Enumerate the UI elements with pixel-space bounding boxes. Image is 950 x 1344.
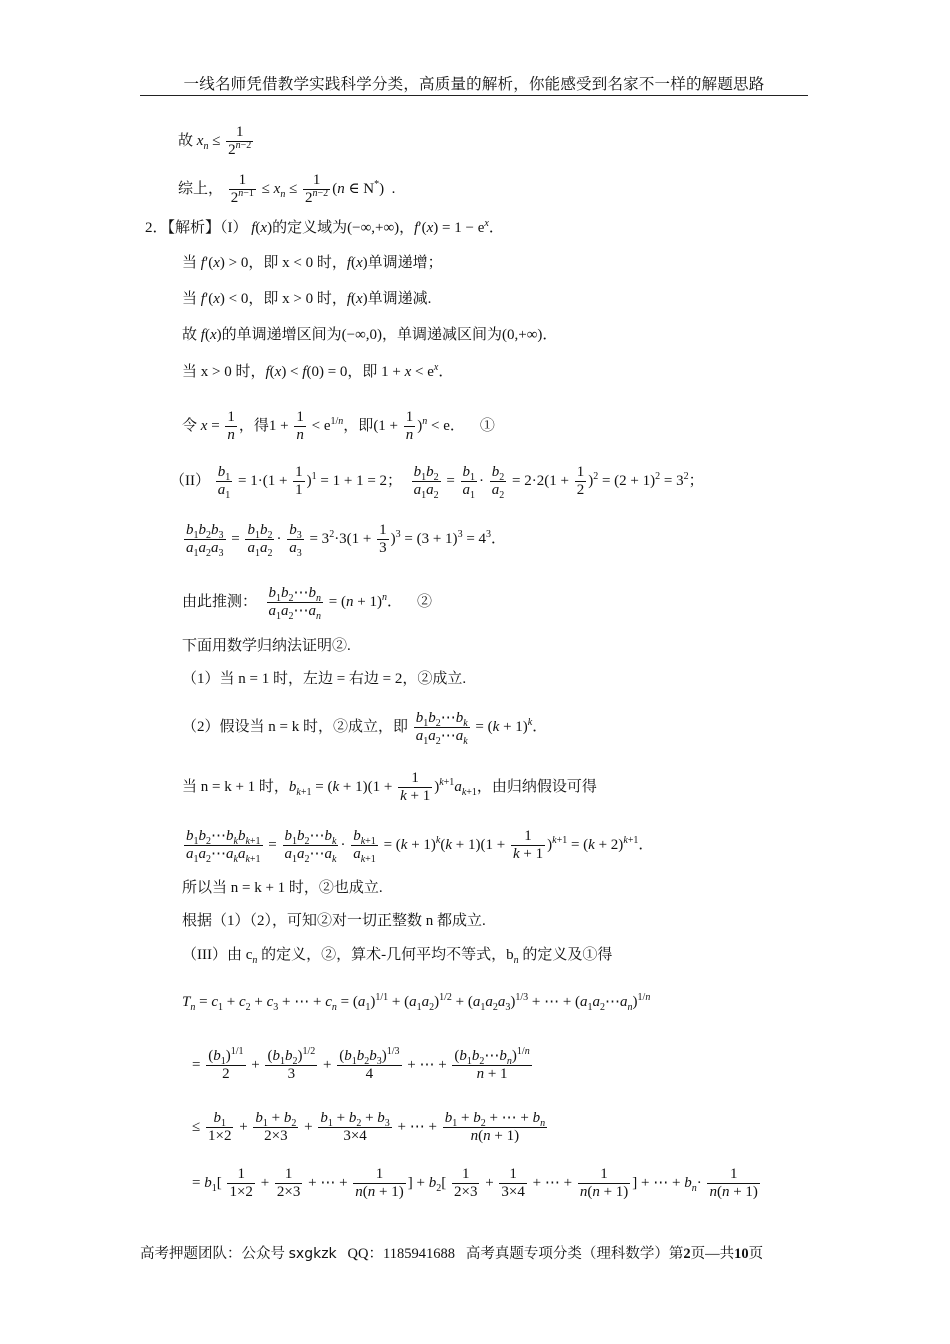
line-tn: $T_n = c_1 + c_2 + c_3$ + ⋯ + $c_n = (a_1)^{1/1} + (a_1a_2)^{1/2} + (a_1a_2a_3)^{1/3}$ + ⋯ + $(a_1a_2\cdots a_n)^{1/n}$ (182, 992, 651, 1013)
line-eq4: = $b_1$[ $\frac{1}{1\times 2}$ + $\frac{1}{2\times 3}$ + ⋯ + $\frac{1}{n(n + 1)}$ ] + $b_2$[ $\frac{1}{2\times 3}$ + $\frac{1}{3\times 4}$ + ⋯ + $\frac{1}{n(n + 1)}$ ] + ⋯ + $b_n\cdot$ $\frac{1}{n(n + 1)}$ (192, 1166, 758, 1200)
header-rule (140, 95, 808, 96)
line-accord: 根据（1）（2），可知②对一切正整数 n 都成立. (182, 913, 486, 929)
line-eq2: = $\frac{(b_1)^{1/1}}{2}$ + $\frac{(b_1b_2)^{1/2}}{3}$ + $\frac{(b_1b_2b_3)^{1/3}}{4}$ + ⋯ + $\frac{(b_1b_2\cdots b_n)^{1/n}}{n + 1}$ (192, 1046, 530, 1082)
line-b3: $\frac{b_1b_2b_3}{a_1a_2a_3}$ = $\frac{b_1b_2}{a_1a_2}$ · $\frac{b_3}{a_3}$ = $3^2\cdot 3(1$ + $\frac{1}{3}$ )$^3 = (3 + 1)^3 = 4^3$． (186, 522, 507, 559)
footer-account: sxgkzk (288, 1246, 337, 1262)
line-step2: （2）假设当 n = k 时，②成立，即 $\frac{b_1b_2\cdots b_k}{a_1a_2\cdots a_k}$ = $(k + 1)^k$． (182, 710, 548, 747)
line-part2: （II） $\frac{b_1}{a_1}$ = 1·(1 + $\frac{1}{1}$ )$^1$ = 1 + 1 = 2； $\frac{b_1b_2}{a_1a_2}$ = $\frac{b_1}{a_1}$ · $\frac{b_2}{a_2}$ = 2·2(1 + $\frac{1}{2}$ )$^2 = (2 + 1)^2 = 3^2$； (170, 464, 704, 501)
footer-page: 2 (683, 1246, 691, 1262)
line-substitute: 令 x = $\frac{1}{n}$ ，得1 + $\frac{1}{n}$ < $e^{1/n}$，即(1 + $\frac{1}{n}$ )$^n$ < e． ① (182, 409, 495, 443)
line-part3: （III）由 $c_n$ 的定义，②，算术-几何平均不等式，$b_n$ 的定义及①得 (182, 947, 613, 966)
line-decreasing: 当 f′(x) < 0，即 x > 0 时，f(x)单调递减. (182, 291, 432, 307)
footer-total: 10 (734, 1246, 749, 1262)
line-step1: （1）当 n = 1 时，左边 = 右边 = 2，②成立. (182, 671, 467, 687)
page-header: 一线名师凭借教学实践科学分类，高质量的解析，你能感受到名家不一样的解题思路 (183, 76, 765, 93)
line-summary: 综上， $\frac{1}{2^{n-1}}$ ≤ $x_n$ ≤ $\frac{1}{2^{n-2}}$ (n ∈ N*) . (178, 172, 396, 206)
line-x-positive: 当 x > 0 时，f(x) < f(0) = 0，即 $1 + x < e^x$． (182, 362, 454, 380)
section-2-title: 2．【解析】（I） f(x)的定义域为(−∞,+∞)，$f'(x) = 1 - e^x$． (145, 218, 504, 236)
line-so: 所以当 n = k + 1 时，②也成立. (182, 880, 383, 896)
line-increasing: 当 f′(x) > 0，即 x < 0 时，f(x)单调递增； (182, 255, 443, 271)
line-induction: 下面用数学归纳法证明②. (182, 638, 351, 654)
line-eq3: ≤ $\frac{b_1}{1\times 2}$ + $\frac{b_1 + b_2}{2\times 3}$ + $\frac{b_1 + b_2 + b_3}{3\times 4}$ + ⋯ + $\frac{b_1 + b_2 + \cdots + b_n}{n(n + 1)}$ (192, 1110, 546, 1144)
line-conclusion: 故 $x_n$ ≤ $\frac{1}{2^{n-2}}$ (178, 124, 252, 158)
line-intervals: 故 f(x)的单调递增区间为(−∞,0)，单调递减区间为(0,+∞)． (182, 327, 558, 343)
line-induction-step: $\frac{b_1b_2\cdots b_kb_{k+1}}{a_1a_2\cdots a_ka_{k+1}}$ = $\frac{b_1b_2\cdots b_k}{a_1a_2\cdots a_k}$ · $\frac{b_{k+1}}{a_{k+1}}$ = $(k + 1)^k(k + 1)(1$ + $\frac{1}{k + 1}$ )$^{k+1} = (k + 2)^{k+1}$． (186, 828, 654, 865)
page-footer: 高考押题团队：公众号 sxgkzk QQ：1185941688 高考真题专项分类（理科数学）第2页—共10页 (140, 1246, 764, 1262)
line-guess: 由此推测： $\frac{b_1b_2\cdots b_n}{a_1a_2\cdots a_n}$ = $(n + 1)^n$． ② (182, 585, 432, 622)
line-k-plus-1: 当 n = k + 1 时，$b_{k+1} = (k + 1)(1$ + $\frac{1}{k + 1}$ )$^{k+1}a_{k+1}$，由归纳假设可得 (182, 770, 597, 804)
